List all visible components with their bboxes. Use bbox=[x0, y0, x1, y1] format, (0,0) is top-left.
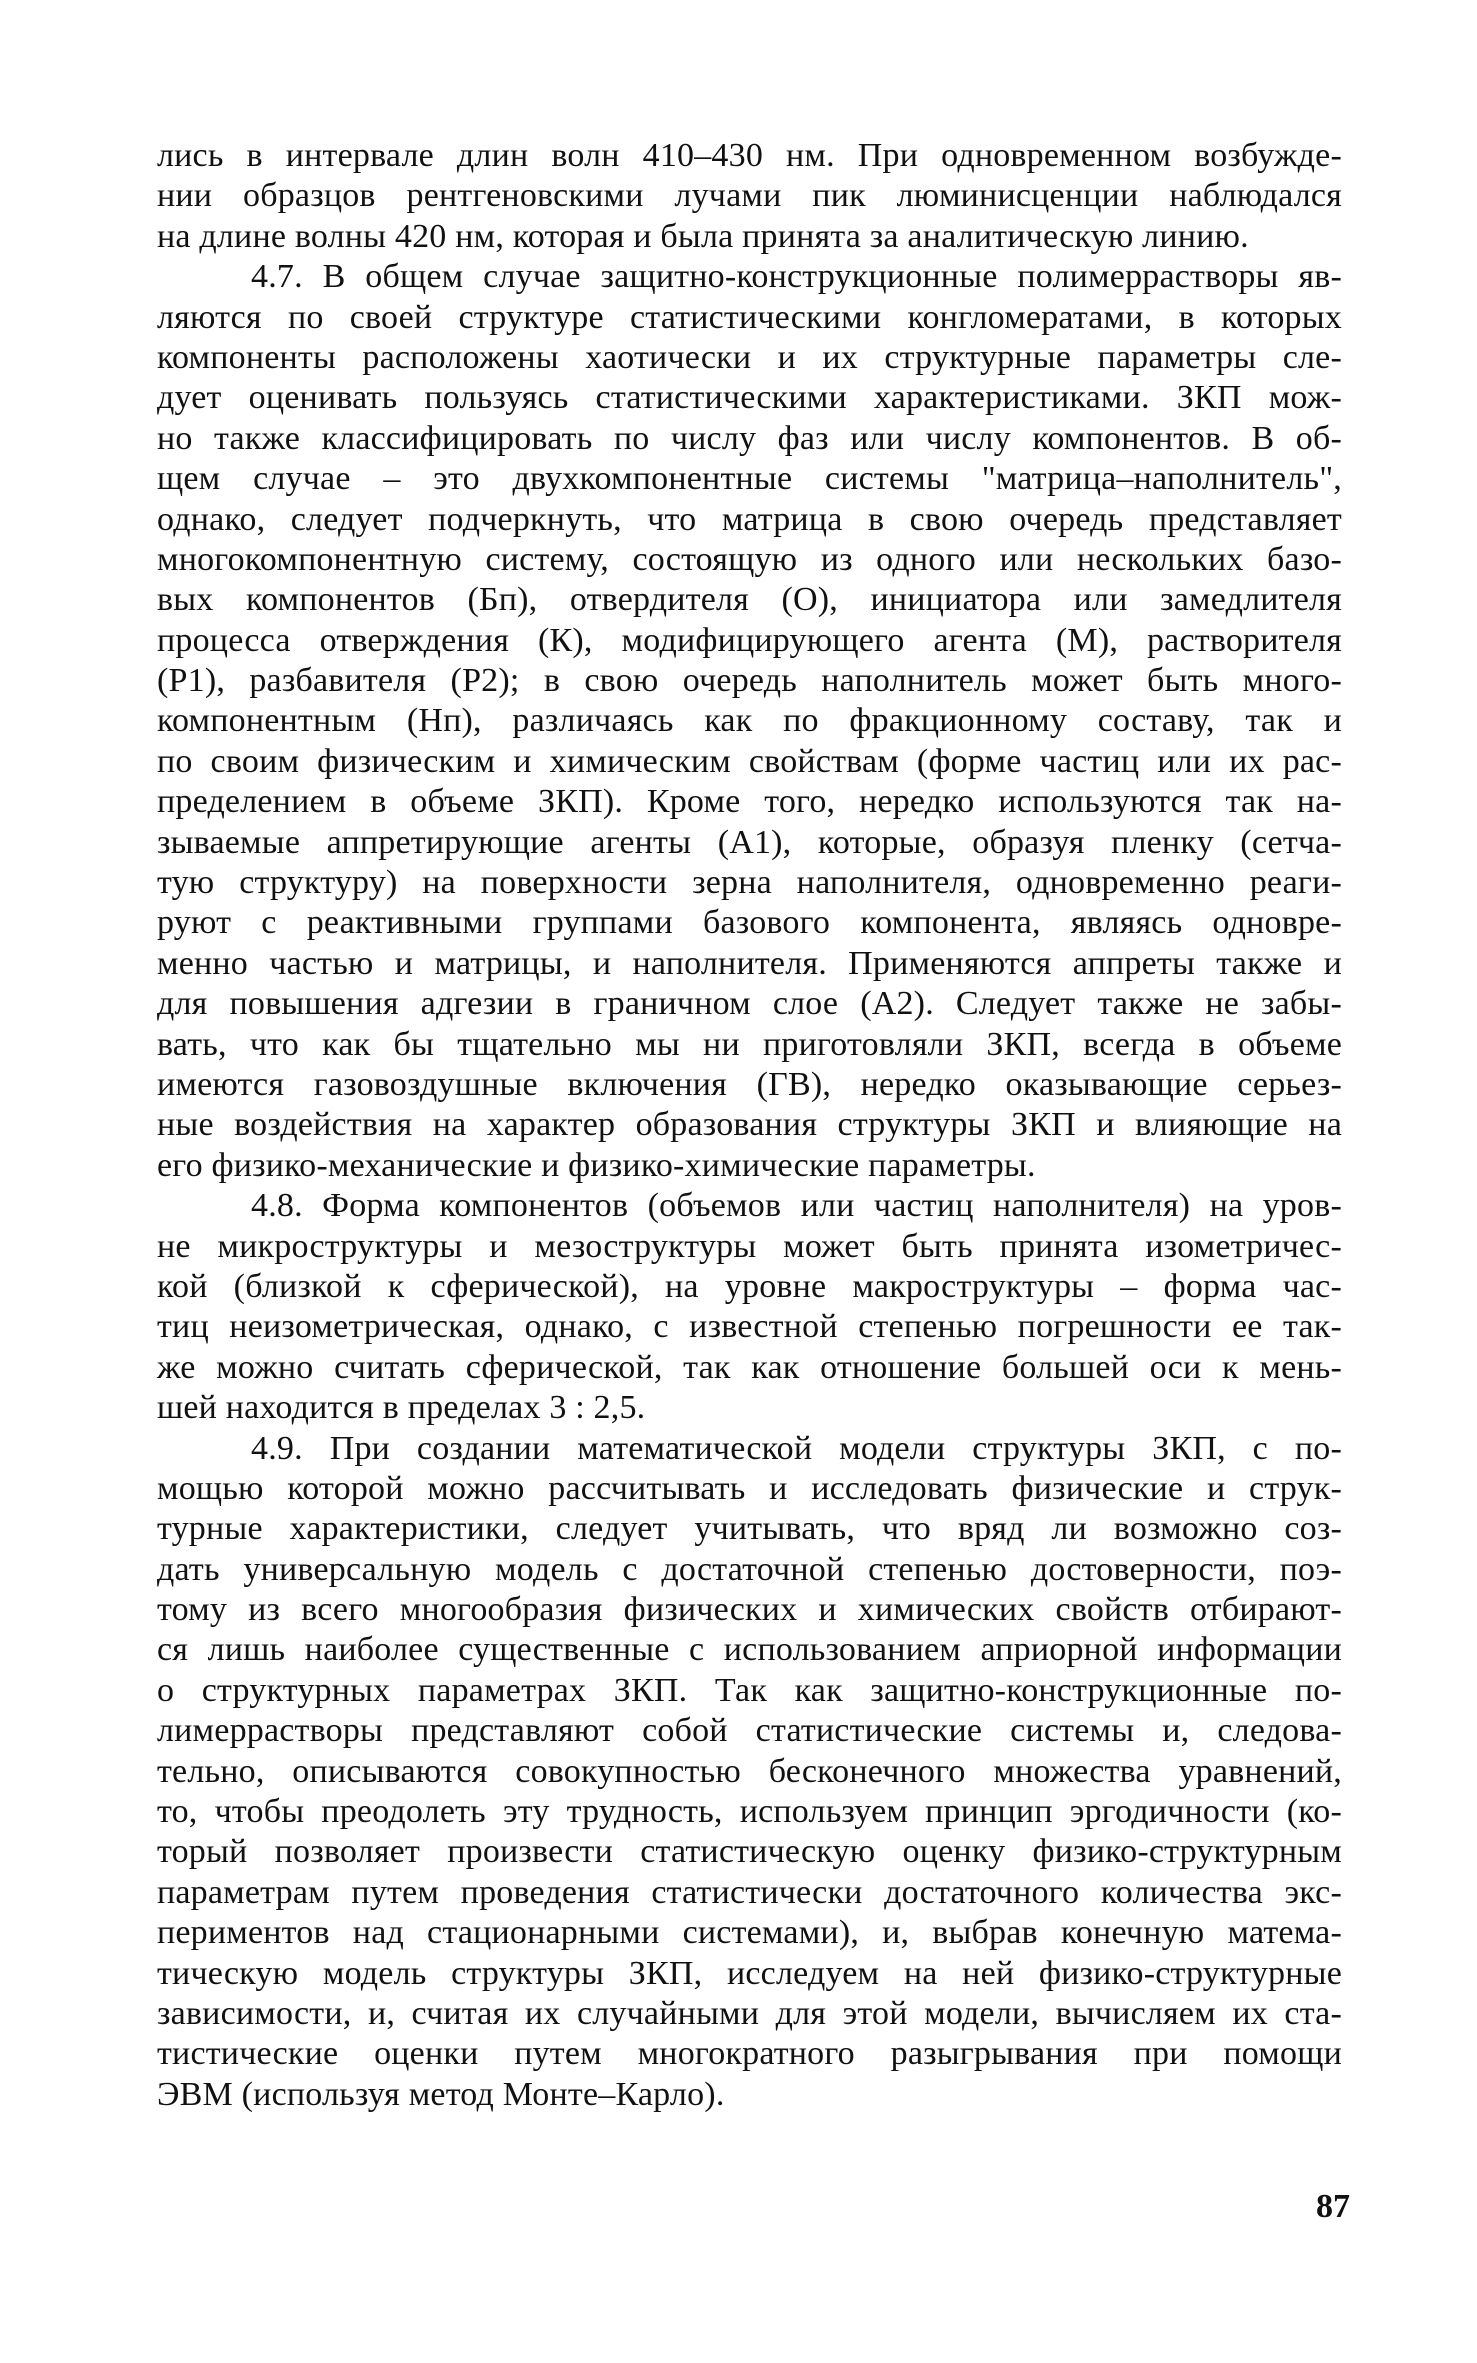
text-line: тистические оценки путем многократного разыгрывания при помощи bbox=[157, 2035, 1342, 2073]
text-line: щем случае – это двухкомпонентные системы "матрица–наполнитель", bbox=[157, 460, 1342, 498]
text-line: параметрам путем проведения статистически достаточного количества экс- bbox=[157, 1873, 1342, 1911]
text-line: 4.9. При создании математической модели структуры ЗКП, с по- bbox=[251, 1429, 1342, 1467]
text-line: ся лишь наиболее существенные с использованием априорной информации bbox=[157, 1631, 1342, 1669]
text-line: руют с реактивными группами базового компонента, являясь одновре- bbox=[157, 904, 1342, 942]
text-line: его физико-механические и физико-химические параметры. bbox=[157, 1146, 1036, 1184]
text-line: менно частью и матрицы, и наполнителя. Применяются аппреты также и bbox=[157, 944, 1342, 982]
text-line: зываемые аппретирующие агенты (А1), которые, образуя пленку (сетча- bbox=[157, 823, 1342, 861]
page-number: 87 bbox=[1316, 2188, 1350, 2225]
text-line: ные воздействия на характер образования структуры ЗКП и влияющие на bbox=[157, 1106, 1342, 1144]
text-line: периментов над стационарными системами), и, выбрав конечную матема- bbox=[157, 1914, 1342, 1952]
text-line: на длине волны 420 нм, которая и была принята за аналитическую линию. bbox=[157, 217, 1249, 255]
body-text bbox=[157, 136, 1342, 2115]
text-line: процесса отверждения (К), модифицирующего агента (М), растворителя bbox=[157, 621, 1342, 659]
text-line: (Р1), разбавителя (Р2); в свою очередь наполнитель может быть много- bbox=[157, 662, 1342, 700]
text-line: тиц неизометрическая, однако, с известной степенью погрешности ее так- bbox=[157, 1308, 1342, 1346]
text-line: по своим физическим и химическим свойствам (форме частиц или их рас- bbox=[157, 742, 1342, 780]
text-line: но также классифицировать по числу фаз или числу компонентов. В об- bbox=[157, 419, 1342, 457]
text-line: тую структуру) на поверхности зерна наполнителя, одновременно реаги- bbox=[157, 864, 1342, 902]
text-line: лись в интервале длин волн 410–430 нм. При одновременном возбужде- bbox=[157, 137, 1342, 174]
text-line: кой (близкой к сферической), на уровне макроструктуры – форма час- bbox=[157, 1267, 1342, 1305]
text-line: то, чтобы преодолеть эту трудность, используем принцип эргодичности (ко- bbox=[157, 1793, 1342, 1831]
text-line: 4.7. В общем случае защитно-конструкционные полимеррастворы яв- bbox=[251, 258, 1342, 296]
text-line: дует оценивать пользуясь статистическими характеристиками. ЗКП мож- bbox=[157, 379, 1342, 417]
text-line: вых компонентов (Бп), отвердителя (О), инициатора или замедлителя bbox=[157, 581, 1342, 619]
text-line: компоненты расположены хаотически и их структурные параметры сле- bbox=[157, 338, 1342, 376]
text-line: 4.8. Форма компонентов (объемов или частиц наполнителя) на уров- bbox=[251, 1187, 1342, 1225]
text-line: ЭВМ (используя метод Монте–Карло). bbox=[157, 2075, 725, 2113]
text-line: лимеррастворы представляют собой статистические системы и, следова- bbox=[157, 1712, 1342, 1750]
text-line: имеются газовоздушные включения (ГВ), нередко оказывающие серьез- bbox=[157, 1065, 1342, 1103]
text-line: вать, что как бы тщательно мы ни приготовляли ЗКП, всегда в объеме bbox=[157, 1025, 1342, 1063]
text-line: тому из всего многообразия физических и химических свойств отбирают- bbox=[157, 1591, 1342, 1629]
text-line: многокомпонентную систему, состоящую из одного или нескольких базо- bbox=[157, 540, 1342, 578]
text-line: о структурных параметрах ЗКП. Так как защитно-конструкционные по- bbox=[157, 1671, 1342, 1709]
text-line: торый позволяет произвести статистическую оценку физико-структурным bbox=[157, 1833, 1342, 1871]
text-line: тельно, описываются совокупностью бесконечного множества уравнений, bbox=[157, 1752, 1342, 1790]
text-line: для повышения адгезии в граничном слое (А2). Следует также не забы- bbox=[157, 985, 1342, 1023]
text-line: зависимости, и, считая их случайными для этой модели, вычисляем их ста- bbox=[157, 1994, 1342, 2032]
text-line: однако, следует подчеркнуть, что матрица в свою очередь представляет bbox=[157, 500, 1342, 538]
text-line: не микроструктуры и мезоструктуры может быть принята изометричес- bbox=[157, 1227, 1342, 1265]
text-line: нии образцов рентгеновскими лучами пик люминисценции наблюдался bbox=[157, 177, 1342, 215]
text-line: ляются по своей структуре статистическими конгломератами, в которых bbox=[157, 298, 1342, 336]
text-line: турные характеристики, следует учитывать, что вряд ли возможно соз- bbox=[157, 1510, 1342, 1548]
text-line: же можно считать сферической, так как отношение большей оси к мень- bbox=[157, 1348, 1342, 1386]
text-line: компонентным (Нп), различаясь как по фракционному составу, так и bbox=[157, 702, 1342, 740]
text-line: мощью которой можно рассчитывать и исследовать физические и струк- bbox=[157, 1469, 1342, 1507]
text-line: дать универсальную модель с достаточной степенью достоверности, поэ- bbox=[157, 1550, 1342, 1588]
text-line: тическую модель структуры ЗКП, исследуем на ней физико-структурные bbox=[157, 1954, 1342, 1992]
text-line: шей находится в пределах 3 : 2,5. bbox=[157, 1389, 646, 1427]
text-line: пределением в объеме ЗКП). Кроме того, нередко используются так на- bbox=[157, 783, 1342, 821]
